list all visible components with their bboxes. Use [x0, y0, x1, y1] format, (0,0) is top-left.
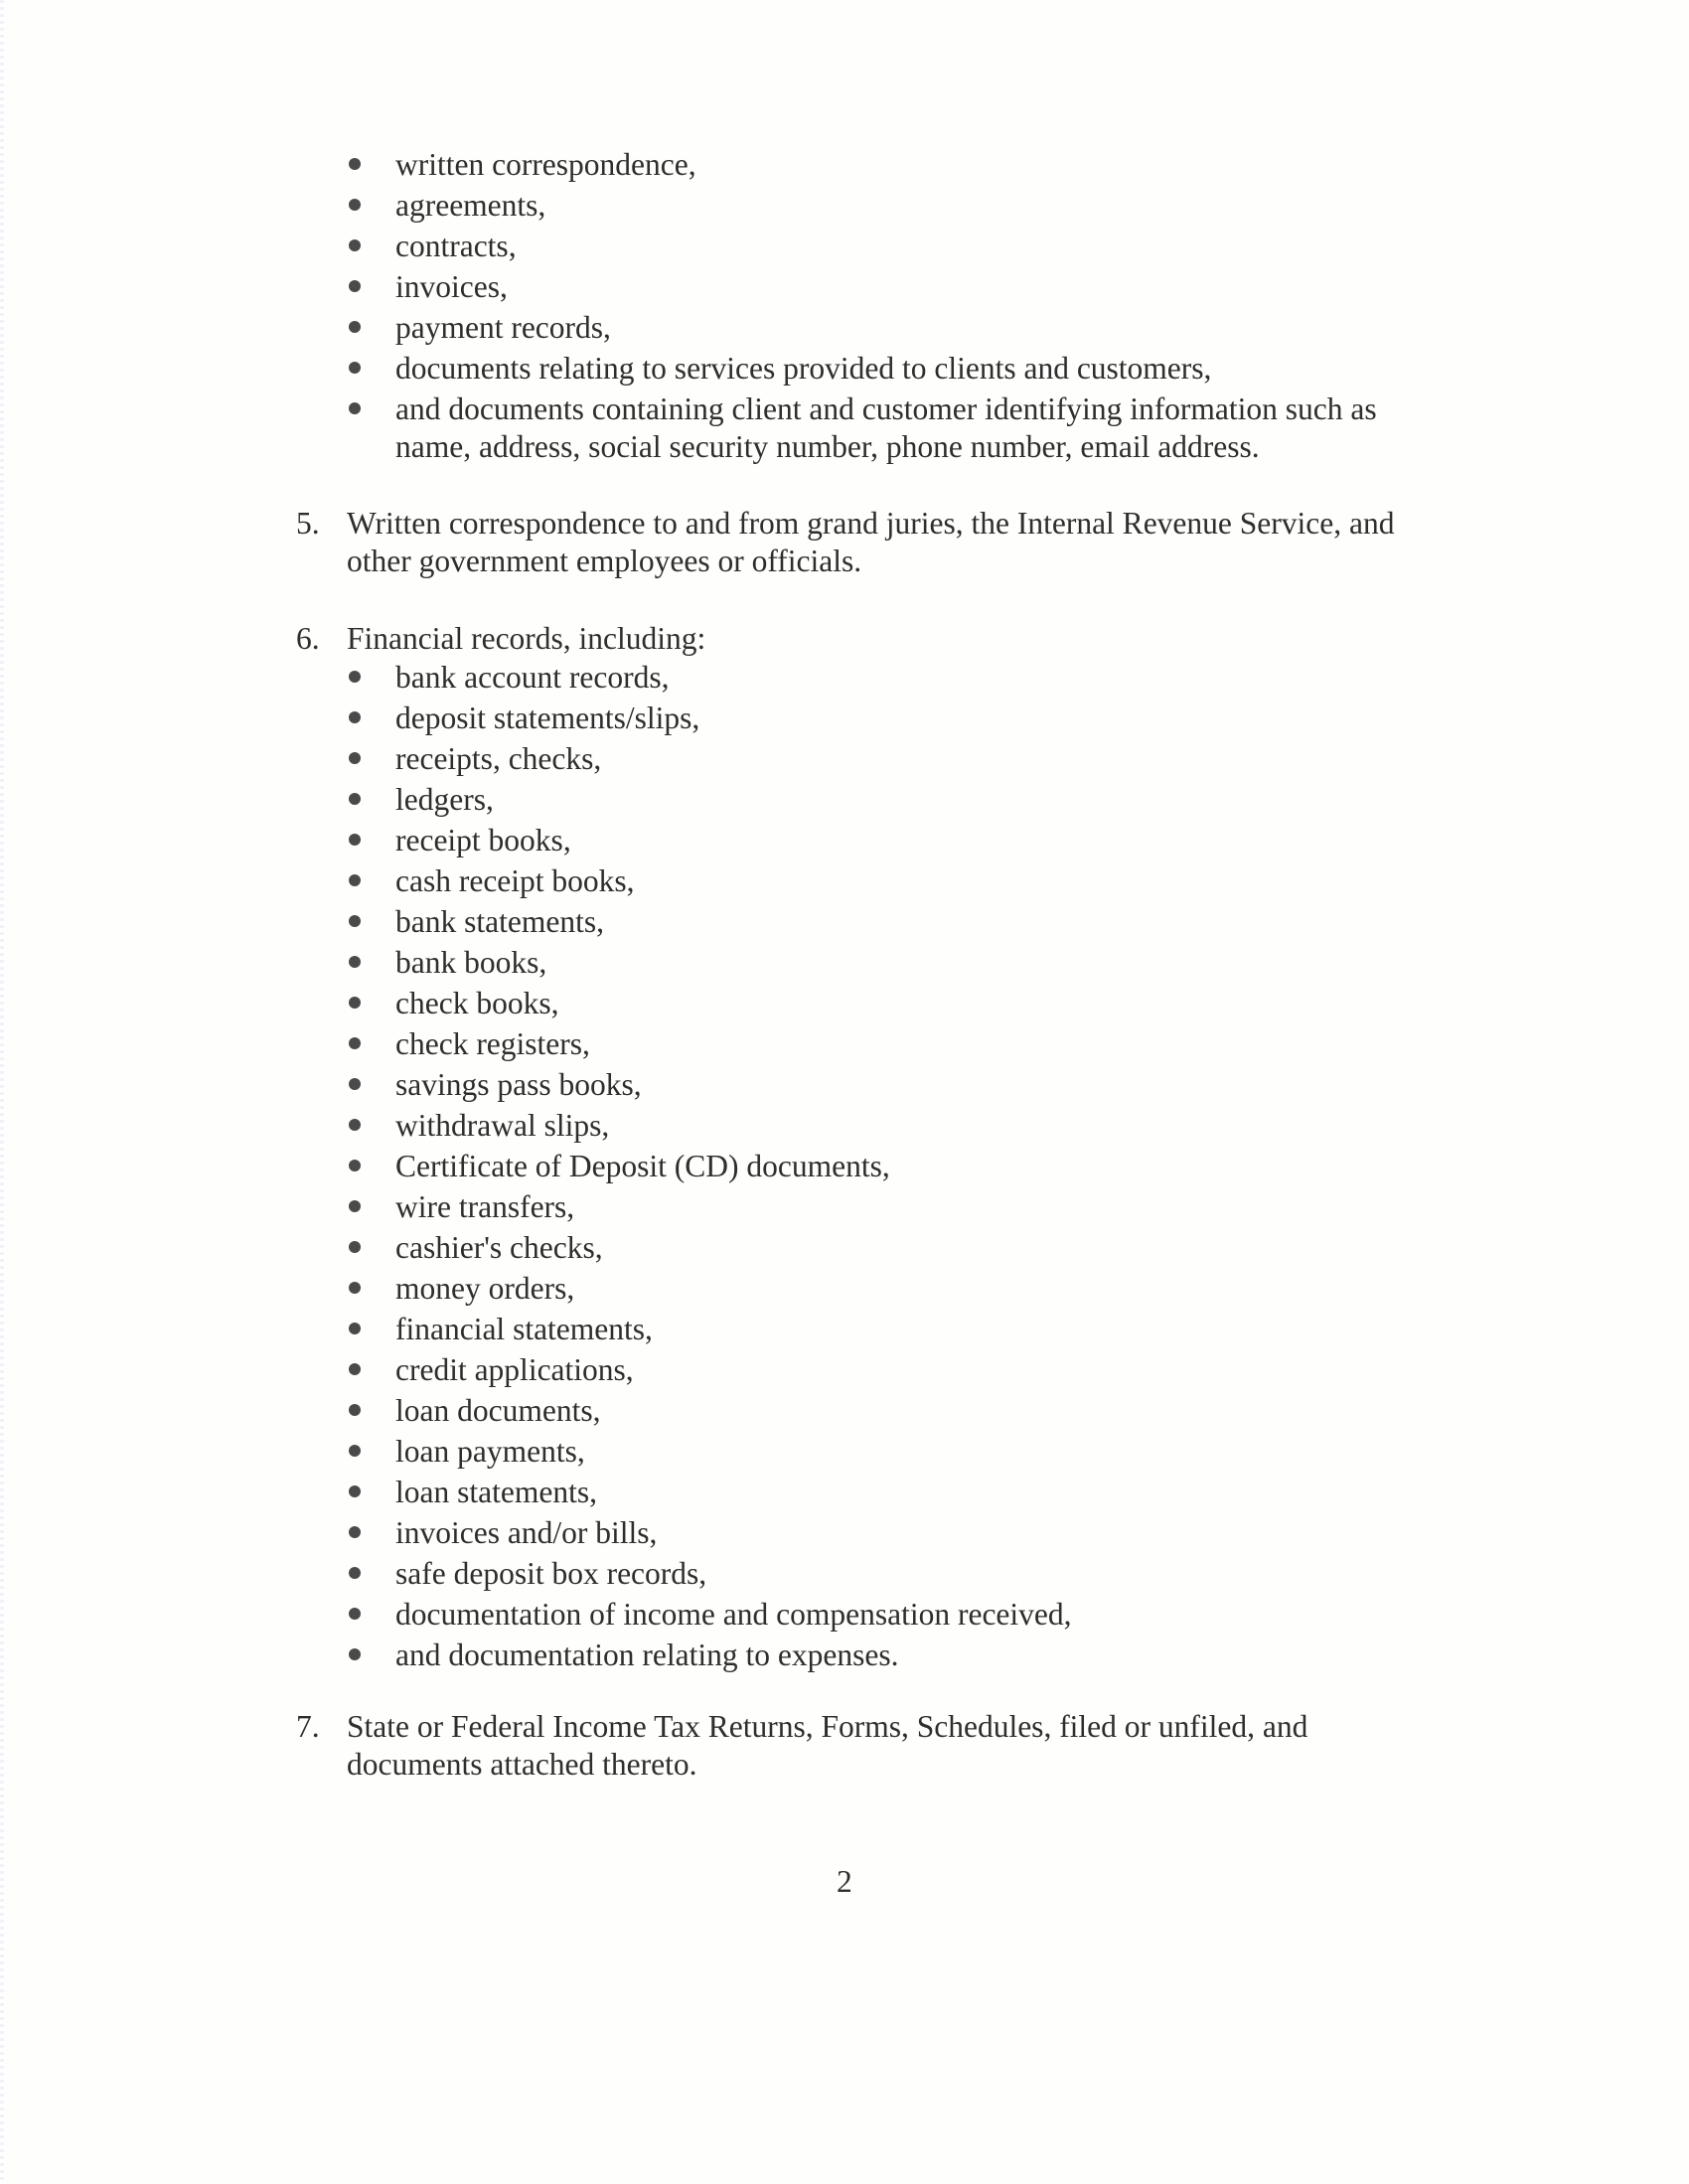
bullet-icon [349, 1119, 361, 1131]
item-number: 5. [296, 506, 320, 541]
bullet-icon [349, 752, 361, 764]
list-item-text: written correspondence, [395, 147, 696, 182]
list-item-text: and documentation relating to expenses. [395, 1638, 899, 1672]
list-item-text: documentation of income and compensation received, [395, 1597, 1072, 1632]
list-item-text: check registers, [395, 1026, 590, 1061]
list-item-text: financial statements, [395, 1312, 653, 1346]
item-text: State or Federal Income Tax Returns, Forms, Schedules, filed or unfiled, and [347, 1709, 1308, 1744]
list-item-text: bank statements, [395, 904, 604, 939]
page-number: 2 [837, 1864, 852, 1899]
list-item-text: receipts, checks, [395, 741, 602, 776]
bullet-icon [349, 1037, 361, 1049]
list-item-text: credit applications, [395, 1352, 634, 1387]
scan-edge [0, 0, 4, 2184]
bullet-icon [349, 1200, 361, 1212]
list-item-text: deposit statements/slips, [395, 701, 700, 735]
list-item-text: contracts, [395, 229, 517, 263]
item-text: Written correspondence to and from grand juries, the Internal Revenue Service, and [347, 506, 1395, 541]
bullet-icon [349, 1608, 361, 1620]
list-item-text: invoices, [395, 269, 508, 304]
list-item-text-continued: name, address, social security number, phone number, email address. [395, 429, 1260, 464]
list-item-text: invoices and/or bills, [395, 1515, 658, 1550]
list-item-text: money orders, [395, 1271, 575, 1306]
bullet-icon [349, 1363, 361, 1375]
bullet-icon [349, 711, 361, 723]
bullet-icon [349, 1526, 361, 1538]
bullet-icon [349, 1078, 361, 1090]
bullet-icon [349, 1282, 361, 1294]
bullet-icon [349, 1648, 361, 1660]
item-number: 6. [296, 621, 320, 656]
list-item-text: and documents containing client and customer identifying information such as [395, 391, 1377, 426]
item-text: Financial records, including: [347, 621, 706, 656]
bullet-icon [349, 362, 361, 374]
bullet-icon [349, 1404, 361, 1416]
item-number: 7. [296, 1709, 320, 1744]
list-item-text: loan documents, [395, 1393, 601, 1428]
bullet-icon [349, 874, 361, 886]
list-item-text: loan payments, [395, 1434, 585, 1469]
bullet-icon [349, 671, 361, 683]
list-item-text: check books, [395, 986, 559, 1020]
bullet-icon [349, 1323, 361, 1334]
bullet-icon [349, 956, 361, 968]
list-item-text: ledgers, [395, 782, 494, 817]
bullet-icon [349, 997, 361, 1009]
bullet-icon [349, 834, 361, 846]
bullet-icon [349, 321, 361, 333]
list-item-text: Certificate of Deposit (CD) documents, [395, 1149, 890, 1183]
item-text-continued: other government employees or officials. [347, 544, 862, 578]
bullet-icon [349, 239, 361, 251]
bullet-icon [349, 915, 361, 927]
list-item-text: savings pass books, [395, 1067, 642, 1102]
list-item-text: payment records, [395, 310, 611, 345]
bullet-icon [349, 280, 361, 292]
bullet-icon [349, 1160, 361, 1171]
list-item-text: agreements, [395, 188, 546, 223]
bullet-icon [349, 1445, 361, 1457]
bullet-icon [349, 1567, 361, 1579]
bullet-icon [349, 793, 361, 805]
list-item-text: bank account records, [395, 660, 670, 695]
bullet-icon [349, 402, 361, 414]
list-item-text: documents relating to services provided to clients and customers, [395, 351, 1212, 386]
list-item-text: receipt books, [395, 823, 571, 858]
item-text-continued: documents attached thereto. [347, 1747, 697, 1782]
list-item-text: cash receipt books, [395, 863, 635, 898]
bullet-icon [349, 158, 361, 170]
bullet-icon [349, 1241, 361, 1253]
list-item-text: bank books, [395, 945, 547, 980]
list-item-text: withdrawal slips, [395, 1108, 610, 1143]
list-item-text: safe deposit box records, [395, 1556, 707, 1591]
list-item-text: wire transfers, [395, 1189, 575, 1224]
list-item-text: loan statements, [395, 1475, 597, 1509]
bullet-icon [349, 1485, 361, 1497]
bullet-icon [349, 199, 361, 211]
list-item-text: cashier's checks, [395, 1230, 603, 1265]
